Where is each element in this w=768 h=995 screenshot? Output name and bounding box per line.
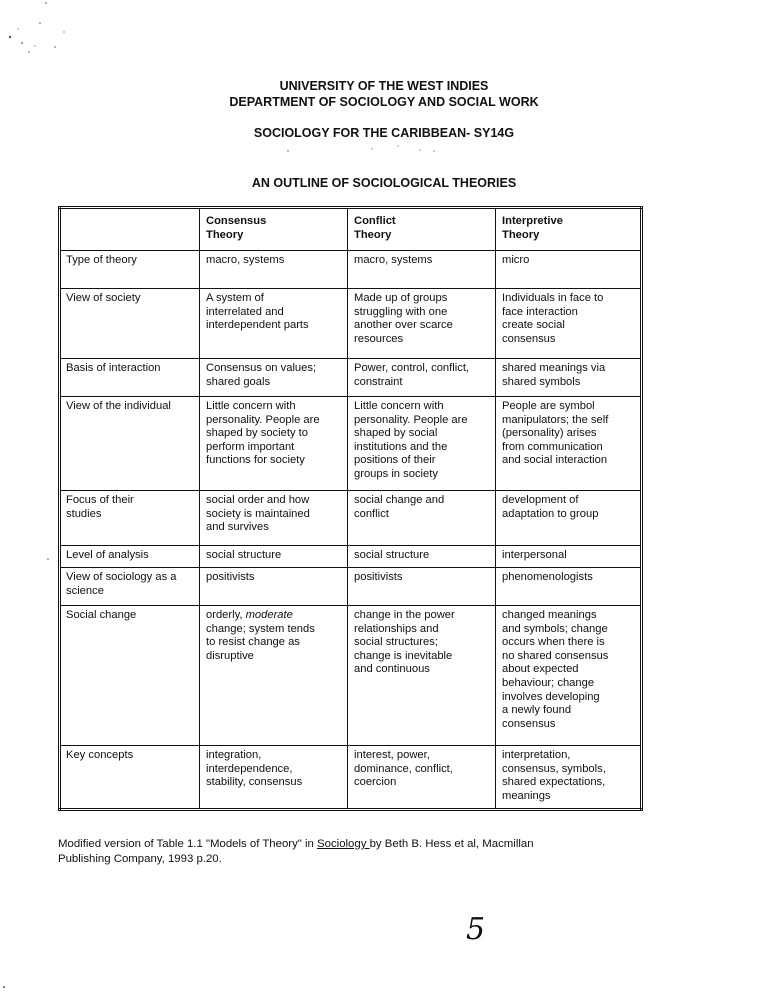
conflict-cell: change in the power relationships and social structures; change is inevitable and continuous: [348, 606, 496, 746]
consensus-cell: Consensus on values; shared goals: [200, 359, 348, 397]
table-row: [60, 491, 642, 546]
table-row: [60, 568, 642, 606]
conflict-cell: Power, control, conflict, constraint: [348, 359, 496, 397]
conflict-cell: Made up of groups struggling with one another over scarce resources: [348, 289, 496, 359]
row-label: Social change: [60, 606, 200, 746]
course-heading: SOCIOLOGY FOR THE CARIBBEAN- SY14G: [253, 126, 515, 140]
interpretive-cell: interpersonal: [496, 546, 642, 568]
table-row: [60, 251, 642, 289]
interpretive-cell: development of adaptation to group: [496, 491, 642, 546]
header-blank: [60, 208, 200, 251]
table-row: [60, 359, 642, 397]
interpretive-cell: changed meanings and symbols; change occurs when there is no shared consensus about expected behaviour; change involves developing a newly found consensus: [496, 606, 642, 746]
interpretive-cell: interpretation, consensus, symbols, shared expectations, meanings: [496, 746, 642, 810]
consensus-cell: social order and how society is maintained and survives: [200, 491, 348, 546]
consensus-cell: macro, systems: [200, 251, 348, 289]
row-label: Key concepts: [60, 746, 200, 810]
book-title: Sociology: [317, 838, 370, 850]
department-heading: DEPARTMENT OF SOCIOLOGY AND SOCIAL WORK: [229, 95, 539, 109]
consensus-cell: social structure: [200, 546, 348, 568]
consensus-cell: orderly, moderate change; system tends to resist change as disruptive: [200, 606, 348, 746]
italic-emphasis: moderate: [245, 609, 293, 621]
table-row: [60, 289, 642, 359]
header-conflict: Conflict Theory: [348, 208, 496, 251]
consensus-cell: Little concern with personality. People are shaped by society to perform important functions for society: [200, 397, 348, 491]
consensus-cell: A system of interrelated and interdependent parts: [200, 289, 348, 359]
conflict-cell: Little concern with personality. People are shaped by social institutions and the positions of their groups in society: [348, 397, 496, 491]
table-row: [60, 397, 642, 491]
row-label: Focus of their studies: [60, 491, 200, 546]
interpretive-cell: shared meanings via shared symbols: [496, 359, 642, 397]
row-label: View of sociology as a science: [60, 568, 200, 606]
theories-table: [58, 206, 643, 811]
row-label: View of the individual: [60, 397, 200, 491]
interpretive-cell: micro: [496, 251, 642, 289]
header-interpretive: Interpretive Theory: [496, 208, 642, 251]
conflict-cell: macro, systems: [348, 251, 496, 289]
consensus-cell: integration, interdependence, stability, consensus: [200, 746, 348, 810]
table-row: [60, 746, 642, 810]
row-label: Level of analysis: [60, 546, 200, 568]
table-header-row: [60, 208, 642, 251]
consensus-cell: positivists: [200, 568, 348, 606]
header-consensus: Consensus Theory: [200, 208, 348, 251]
table-row: [60, 606, 642, 746]
interpretive-cell: phenomenologists: [496, 568, 642, 606]
interpretive-cell: People are symbol manipulators; the self (personality) arises from communication and social interaction: [496, 397, 642, 491]
interpretive-cell: Individuals in face to face interaction create social consensus: [496, 289, 642, 359]
conflict-cell: social structure: [348, 546, 496, 568]
source-footnote: Modified version of Table 1.1 "Models of Theory" in Sociology by Beth B. Hess et al, Macmillan Publishing Company, 1993 p.20.: [58, 838, 534, 865]
conflict-cell: social change and conflict: [348, 491, 496, 546]
conflict-cell: positivists: [348, 568, 496, 606]
conflict-cell: interest, power, dominance, conflict, coercion: [348, 746, 496, 810]
row-label: Type of theory: [60, 251, 200, 289]
row-label: Basis of interaction: [60, 359, 200, 397]
row-label: View of society: [60, 289, 200, 359]
university-heading: UNIVERSITY OF THE WEST INDIES: [279, 79, 489, 93]
document-title: AN OUTLINE OF SOCIOLOGICAL THEORIES: [251, 176, 517, 190]
page-number: 5: [466, 912, 486, 947]
table-row: [60, 546, 642, 568]
